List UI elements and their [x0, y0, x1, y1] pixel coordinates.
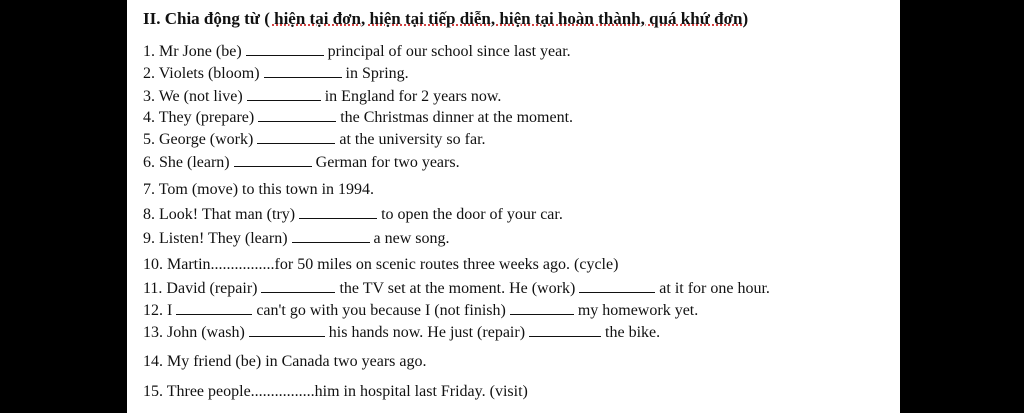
exercise-item-5	[143, 129, 486, 149]
item-text: in England for 2 years now.	[320, 88, 502, 105]
item-text: his hands now. He just (repair)	[324, 324, 530, 341]
answer-blank	[258, 107, 336, 122]
exercise-item-3	[143, 86, 501, 106]
item-text: 8. Look! That man (try)	[143, 206, 300, 223]
heading-tenses: ( hiện tại đơn, hiện tại tiếp diễn, hiện tại hoàn thành, quá khứ đơn)	[264, 9, 749, 28]
answer-blank	[292, 228, 370, 243]
item-text: my homework yet.	[573, 302, 699, 319]
item-text: 4. They (prepare)	[143, 109, 259, 126]
answer-blank	[246, 41, 324, 56]
item-text: 6. She (learn)	[143, 154, 234, 171]
exercise-item-15	[143, 383, 528, 401]
item-text: German for two years.	[311, 154, 460, 171]
exercise-item-9	[143, 228, 450, 248]
item-text: 12. I	[143, 302, 177, 319]
answer-blank	[579, 278, 655, 293]
item-text: the bike.	[601, 324, 661, 341]
answer-blank	[176, 300, 252, 315]
item-text: 14. My friend (be) in Canada two years ago.	[143, 353, 427, 370]
item-text: 11. David (repair)	[143, 280, 262, 297]
item-text: at the university so far.	[335, 131, 486, 148]
exercise-item-7	[143, 181, 374, 199]
answer-blank	[247, 86, 321, 101]
answer-blank	[264, 63, 342, 78]
item-text: 7. Tom (move) to this town in 1994.	[143, 181, 375, 198]
item-text: 9. Listen! They (learn)	[143, 230, 292, 247]
exercise-item-13	[143, 322, 660, 342]
item-text: can't go with you because I (not finish)	[252, 302, 510, 319]
exercise-item-1	[143, 41, 571, 61]
item-text: a new song.	[369, 230, 450, 247]
item-text: at it for one hour.	[655, 280, 770, 297]
exercise-item-11	[143, 278, 770, 298]
item-text: 15. Three people................him in hospital last Friday. (visit)	[143, 383, 528, 400]
item-text: principal of our school since last year.	[323, 43, 571, 60]
item-text: 5. George (work)	[143, 131, 258, 148]
answer-blank	[529, 322, 601, 337]
item-text: 2. Violets (bloom)	[143, 65, 264, 82]
exercise-item-6	[143, 152, 460, 172]
exercise-item-14	[143, 353, 426, 371]
answer-blank	[299, 204, 377, 219]
item-text: to open the door of your car.	[377, 206, 563, 223]
answer-blank	[234, 152, 312, 167]
answer-blank	[249, 322, 325, 337]
exercise-item-12	[143, 300, 698, 320]
answer-blank	[510, 300, 574, 315]
exercise-heading	[143, 9, 748, 29]
answer-blank	[257, 129, 335, 144]
exercise-item-4	[143, 107, 573, 127]
item-text: 10. Martin................for 50 miles on scenic routes three weeks ago. (cycle)	[143, 256, 619, 273]
item-text: the Christmas dinner at the moment.	[336, 109, 574, 126]
exercise-item-10	[143, 256, 618, 274]
worksheet-page	[127, 0, 900, 413]
item-text: 13. John (wash)	[143, 324, 249, 341]
heading-prefix: II. Chia động từ	[143, 9, 260, 28]
exercise-item-2	[143, 63, 409, 83]
exercise-item-8	[143, 204, 563, 224]
item-text: 3. We (not live)	[143, 88, 247, 105]
item-text: in Spring.	[341, 65, 409, 82]
item-text: the TV set at the moment. He (work)	[335, 280, 580, 297]
answer-blank	[261, 278, 335, 293]
item-text: 1. Mr Jone (be)	[143, 43, 246, 60]
